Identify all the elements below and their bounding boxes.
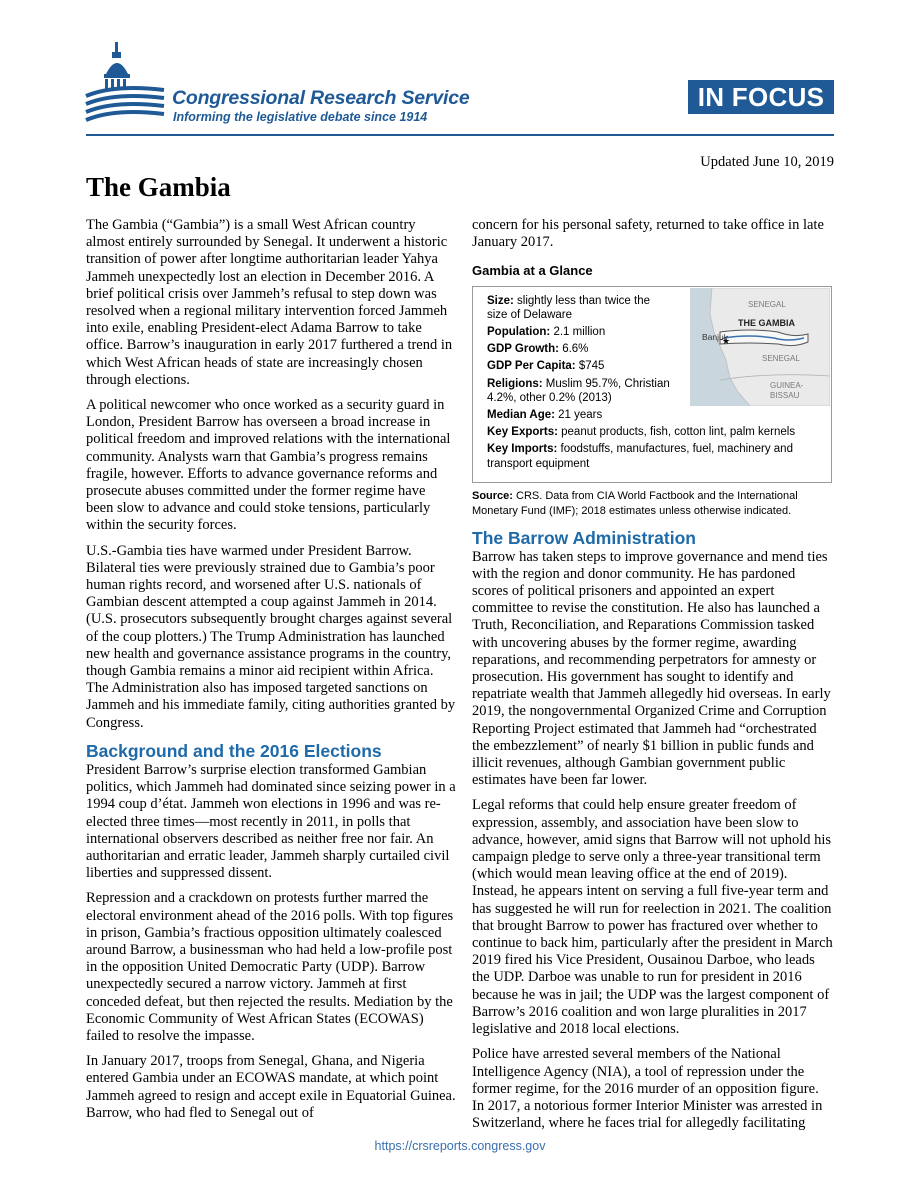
paragraph: Police have arrested several members of the National Intelligence Agency (NIA), a tool of repression under the former regime, for the 2016 murder of an opposition figure. In 2017, a notorious former Interior Minister was arrested in Switzerland, where he faces trial for allegedly facilitating xyxy=(472,1046,823,1132)
paragraph: In January 2017, troops from Senegal, Ghana, and Nigeria entered Gambia under an ECOWAS mandate, at which point Jammeh agreed to resign and accept exile in Equatorial Guinea. Barrow, who had fled to Senegal out of xyxy=(86,1053,456,1121)
glance-box xyxy=(472,286,832,483)
map-label-banjul: Banjul xyxy=(702,331,726,342)
glance-source: Source: CRS. Data from CIA World Factbook and the International Monetary Fund (IMF); 2018 estimates unless otherwise indicated. xyxy=(472,489,798,517)
in-focus-badge: IN FOCUS xyxy=(688,80,834,114)
fact-religions: Religions: Muslim 95.7%, Christian 4.2%, other 0.2% (2013) xyxy=(487,377,670,404)
capital-star-icon: ★ xyxy=(722,336,731,347)
updated-date: Updated June 10, 2019 xyxy=(700,154,834,170)
fact-gdp-per-capita: GDP Per Capita: $745 xyxy=(487,360,605,373)
paragraph: The Gambia (“Gambia”) is a small West African country almost entirely surrounded by Senegal. It underwent a historic transition of power after longtime authoritarian leader Yahya Jammeh unexpectedly lost an election in December 2016. A brief political crisis over Jammeh’s refusal to step down was resolved when a regional military intervention forced Jammeh into exile, enabling President-elect Adama Barrow to take office. Barrow’s inauguration in early 2017 furthered a trend in which West African heads of state are increasingly chosen through elections. xyxy=(86,217,453,388)
section-heading-background: Background and the 2016 Elections xyxy=(86,740,382,761)
paragraph: Barrow has taken steps to improve governance and mend ties with the region and donor community. He has pardoned scores of political prisoners and appointed an expert committee to revise the constitution. He also has launched a Truth, Reconciliation, and Reparations Commission tasked with uncovering abuses by the former regime, awarding reparations, and recommending perpetrators for amnesty or prosecution. His government has sought to identify and repatriate wealth that Jammeh allegedly hid overseas. In early 2019, the nongovernmental Organized Crime and Corruption Reporting Project estimated that Jammeh had “orchestrated the embezzlement” of nearly $1 billion in public funds and illicit revenues, although Gambian government public estimates have been far lower. xyxy=(472,548,831,789)
paragraph: concern for his personal safety, returned to take office in late January 2017. xyxy=(472,217,824,251)
capitol-dome-logo xyxy=(84,40,166,130)
map-label-guinea-bissau-line2: BISSAU xyxy=(770,390,800,400)
footer-link[interactable]: https://crsreports.congress.gov xyxy=(374,1139,546,1153)
fact-key-exports: Key Exports: peanut products, fish, cotton lint, palm kernels xyxy=(487,426,796,439)
paragraph: Repression and a crackdown on protests further marred the electoral environment ahead of the 2016 polls. With top figures in prison, Gambia’s fractious opposition ultimately coalesced around Barrow, a businessman who had held a low-profile post in the opposition United Democratic Party (UDP). Barrow unexpectedly secured a narrow victory. Jammeh at first conceded defeat, but then rejected the results. Mediation by the Economic Community of West African States (ECOWAS) failed to resolve the impasse. xyxy=(86,890,454,1044)
paragraph: Legal reforms that could help ensure greater freedom of expression, assembly, and association have been slow to advance, however, amid signs that Barrow will not uphold his campaign pledge to serve only a three-year transitional term (which would mean leaving office at the end of 2019). Instead, he appears intent on serving a full five-year term and has suggested he will run for reelection in 2021. The coalition that brought Barrow to power has fractured over whether to continue to back him, particularly after the president in March 2019 fired his Vice President, Ousainou Darboe, who leads the UDP. Darboe was unable to run for president in 2016 because he was in jail; the UDP was the largest component of Barrow’s 2016 coalition and won large pluralities in 2017 legislative and 2018 local elections. xyxy=(472,797,833,1038)
paragraph: President Barrow’s surprise election transformed Gambian politics, which Jammeh had dominated since seizing power in a 1994 coup d’état. Jammeh won elections in 1996 and was re-elected three times—most recently in 2011, in polls that international observers described as neither free nor fair. An authoritarian and erratic leader, Jammeh sharply curtailed civil liberties and suppressed dissent. xyxy=(86,761,456,882)
map-label-the-gambia: THE GAMBIA xyxy=(738,317,795,328)
section-heading-barrow: The Barrow Administration xyxy=(472,527,696,548)
map-label-senegal-north: SENEGAL xyxy=(748,299,786,309)
glance-box-title: Gambia at a Glance xyxy=(472,263,593,279)
right-column xyxy=(472,217,834,1140)
map-label-senegal-south: SENEGAL xyxy=(762,353,800,363)
paragraph: A political newcomer who once worked as a security guard in London, President Barrow has overseen a broad increase in political freedom and improved relations with the international community. Analysts warn that Gambia’s progress remains fragile, however. Efforts to advance governance reforms and prosecute abuses committed under the former regime have been slow to advance and could stoke tensions, particularly within the security forces. xyxy=(86,397,451,534)
fact-median-age: Median Age: 21 years xyxy=(487,409,603,422)
gambia-map xyxy=(690,288,830,406)
page-header xyxy=(0,0,920,140)
org-tagline: Informing the legislative debate since 1914 xyxy=(173,110,428,124)
page-title: The Gambia xyxy=(86,172,231,202)
fact-gdp-growth: GDP Growth: 6.6% xyxy=(487,343,589,356)
fact-population: Population: 2.1 million xyxy=(487,326,606,339)
left-column xyxy=(86,217,456,1130)
fact-key-imports: Key Imports: foodstuffs, manufactures, fuel, machinery and transport equipment xyxy=(487,443,793,470)
fact-size: Size: slightly less than twice the size of Delaware xyxy=(487,294,650,321)
header-rule xyxy=(86,134,834,136)
org-name: Congressional Research Service xyxy=(172,87,470,109)
map-label-guinea-bissau-line1: GUINEA- xyxy=(770,380,804,390)
paragraph: U.S.-Gambia ties have warmed under President Barrow. Bilateral ties were previously strained due to Gambia’s poor human rights record, and worsened after U.S. nationals of Gambian descent attempted a coup against Jammeh in 2014. (U.S. prosecutors subsequently brought charges against several of the coup plotters.) The Trump Administration has launched new health and governance assistance programs in the country, though Gambia remains a minor aid recipient within Africa. The Administration also has imposed targeted sanctions on Jammeh and his immediate family, citing authorities granted by Congress. xyxy=(86,542,456,731)
